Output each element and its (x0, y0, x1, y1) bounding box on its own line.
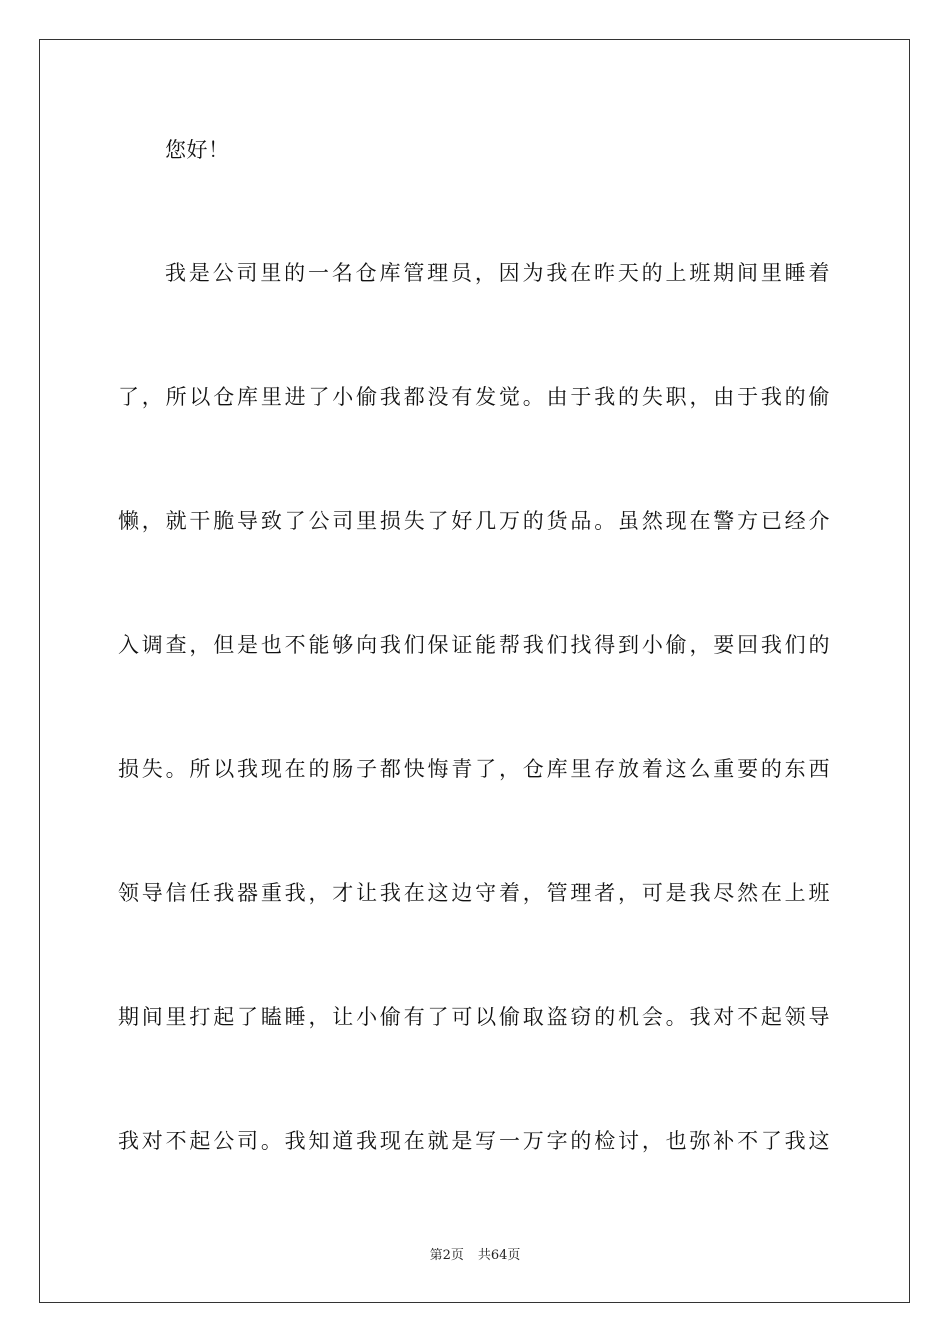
body-line: 我是公司里的一名仓库管理员，因为我在昨天的上班期间里睡着 (165, 261, 830, 285)
page-footer (0, 1247, 950, 1265)
page-total: 共64页 (477, 1248, 521, 1263)
body-line: 懒，就干脆导致了公司里损失了好几万的货品。虽然现在警方已经介 (118, 509, 830, 533)
body-line: 入调查，但是也不能够向我们保证能帮我们找得到小偷，要回我们的 (118, 633, 830, 657)
body-line: 期间里打起了瞌睡，让小偷有了可以偷取盗窃的机会。我对不起领导 (118, 1005, 830, 1029)
body-line: 损失。所以我现在的肠子都快悔青了，仓库里存放着这么重要的东西 (118, 757, 830, 781)
page-number: 第2页 (429, 1248, 464, 1263)
greeting-line: 您好！ (165, 138, 230, 162)
body-line: 领导信任我器重我，才让我在这边守着，管理者，可是我尽然在上班 (118, 881, 830, 905)
body-line: 我对不起公司。我知道我现在就是写一万字的检讨，也弥补不了我这 (118, 1129, 830, 1153)
page-border (39, 39, 910, 1303)
body-line: 了，所以仓库里进了小偷我都没有发觉。由于我的失职，由于我的偷 (118, 385, 830, 409)
